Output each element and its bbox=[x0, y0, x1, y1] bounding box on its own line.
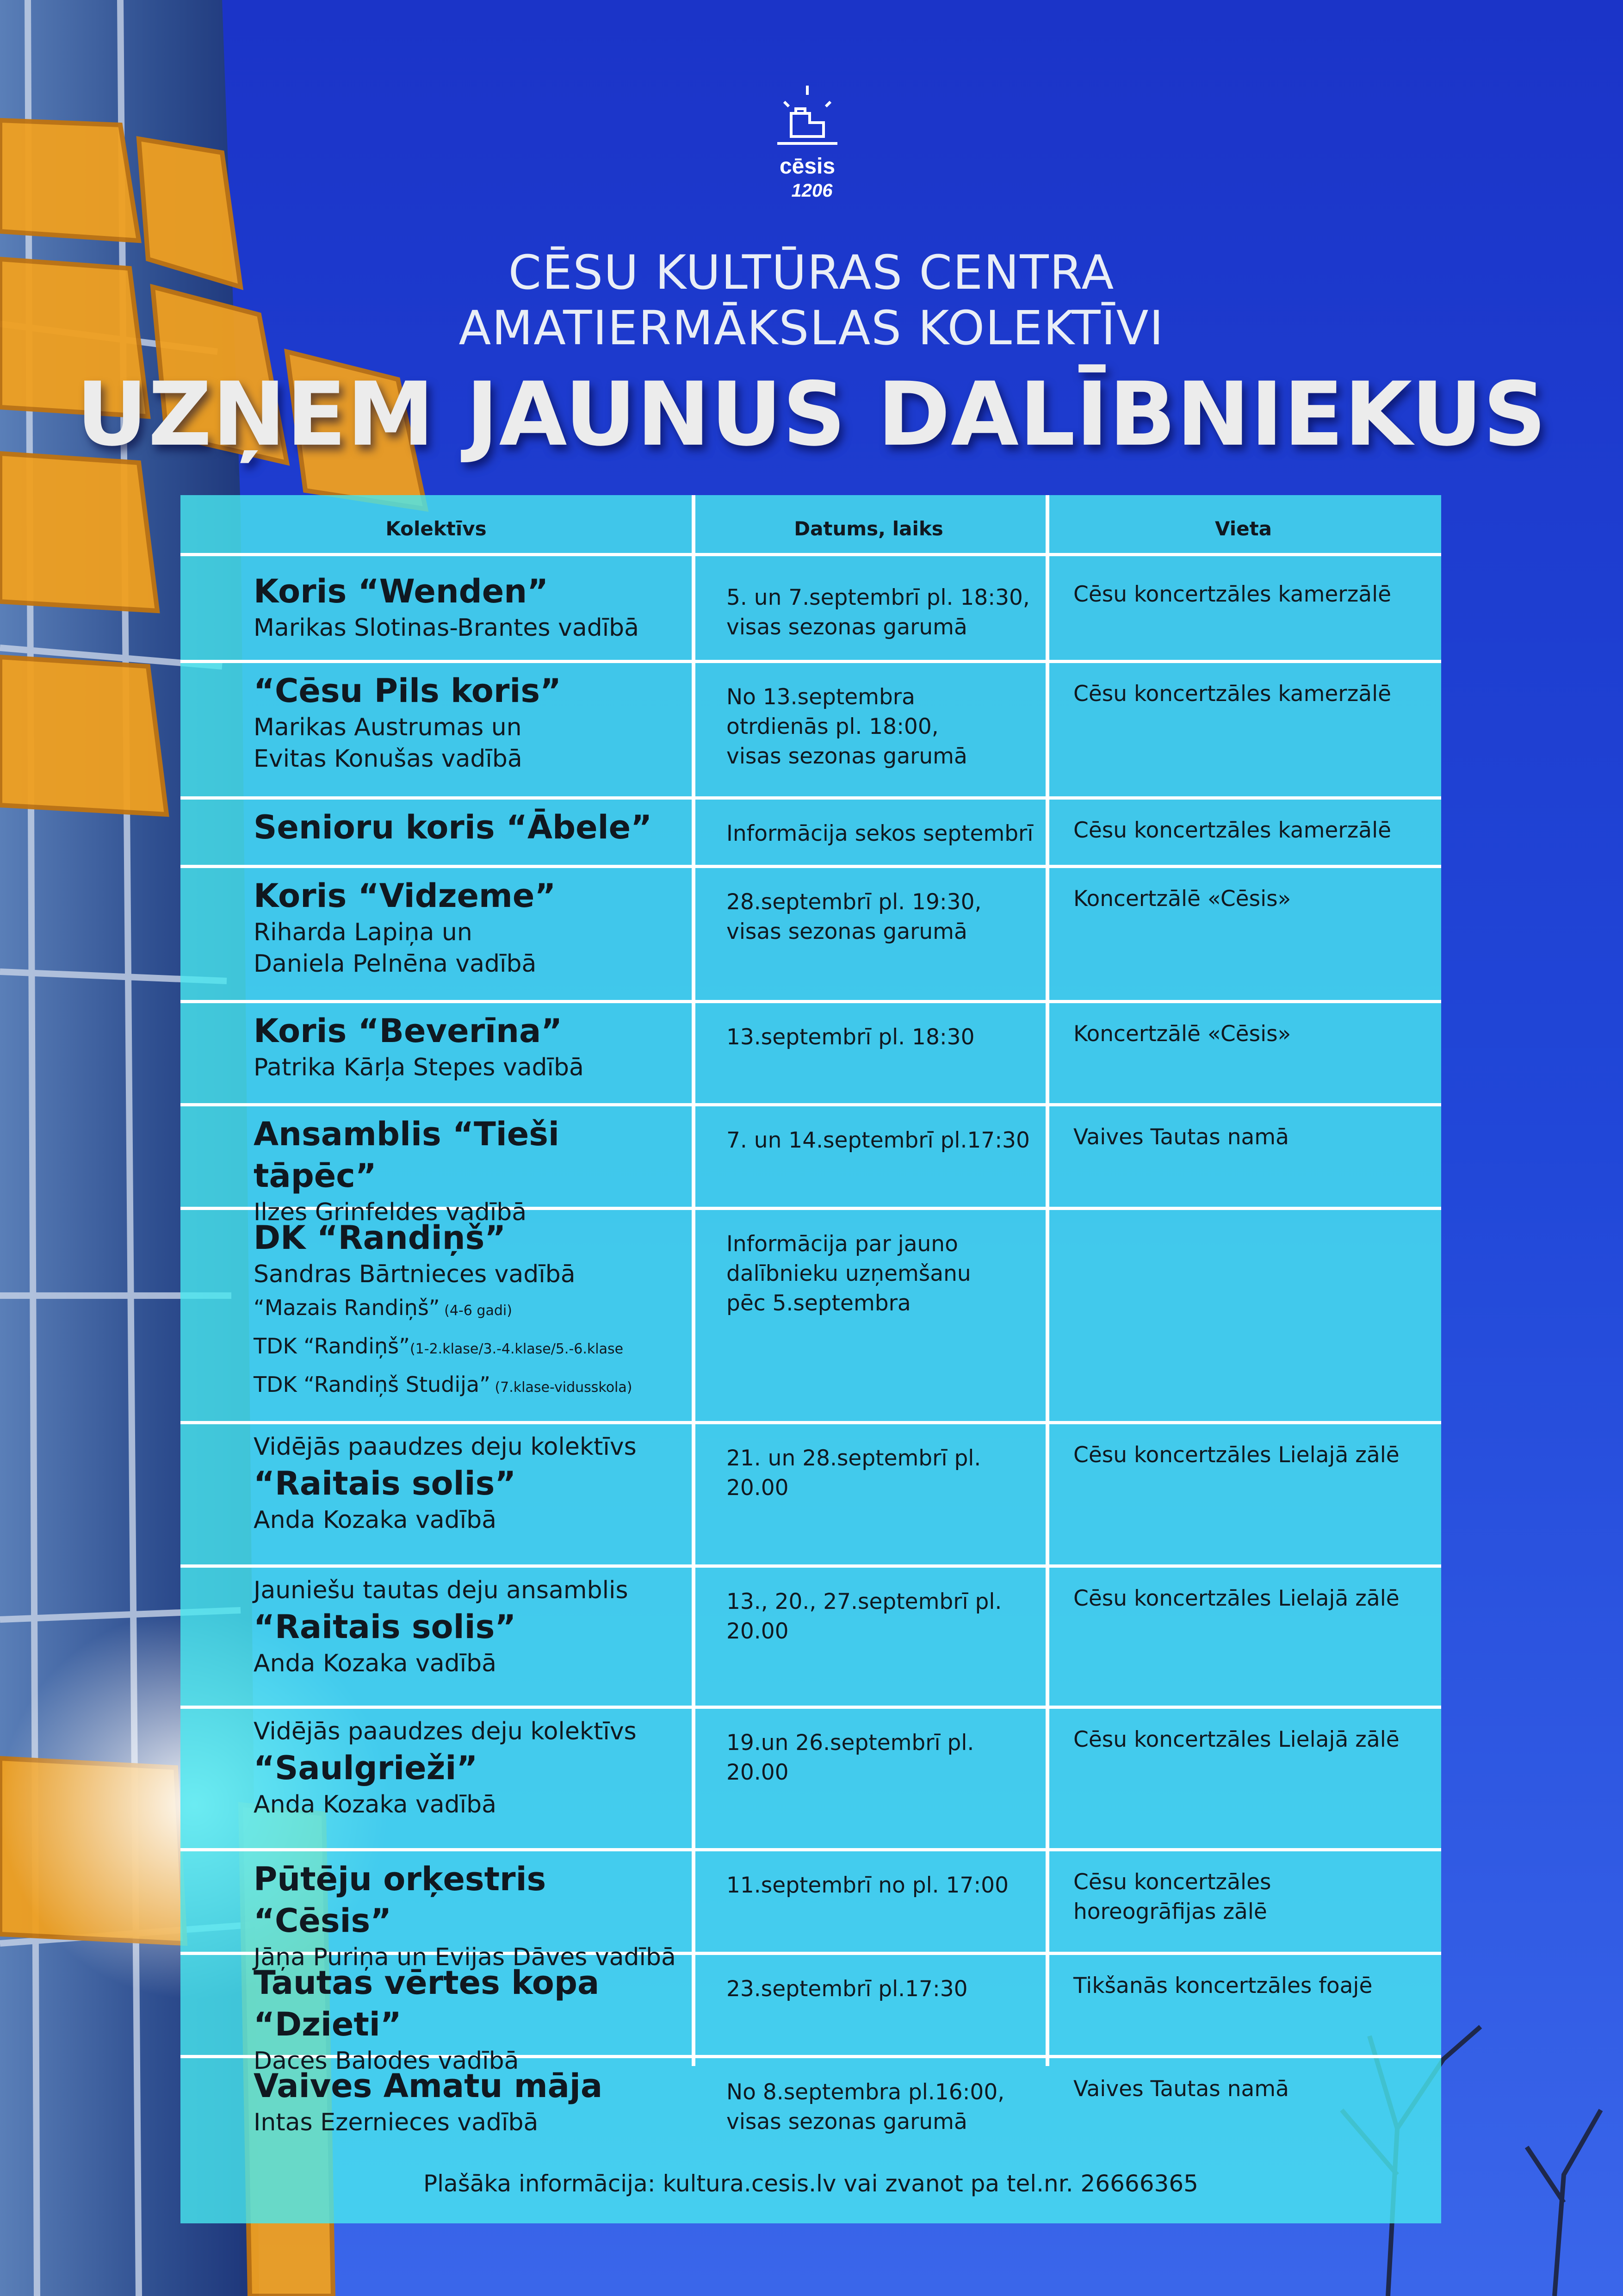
sub-group bbox=[254, 1328, 679, 1367]
place-cell bbox=[1073, 1440, 1434, 1470]
collective-leader: Jāņa Puriņa un Evijas Dāves vadībā bbox=[254, 1943, 676, 1971]
collective-cell bbox=[254, 1575, 679, 1679]
date-line: 28.septembrī pl. 19:30, bbox=[726, 889, 982, 915]
schedule-table bbox=[180, 495, 1441, 2223]
date-line: No 13.septembra bbox=[726, 684, 915, 710]
place-line: Cēsu koncertzāles Lielajā zālē bbox=[1073, 1727, 1400, 1752]
collective-type: Jauniešu tautas deju ansamblis bbox=[254, 1576, 628, 1604]
date-line: dalībnieku uzņemšanu bbox=[726, 1261, 971, 1286]
date-line: visas sezonas garumā bbox=[726, 614, 967, 640]
collective-cell bbox=[254, 1431, 679, 1536]
collective-cell bbox=[254, 1217, 679, 1405]
place-line: Cēsu koncertzāles kamerzālē bbox=[1073, 818, 1392, 843]
collective-cell bbox=[254, 1010, 679, 1083]
collective-name: “Raitais solis” bbox=[254, 1608, 516, 1646]
place-line: Koncertzālē «Cēsis» bbox=[1073, 1021, 1291, 1047]
collective-cell bbox=[254, 1858, 679, 1973]
collective-cell bbox=[254, 2065, 679, 2138]
row-divider bbox=[180, 796, 1441, 800]
date-line: 23.septembrī pl.17:30 bbox=[726, 1976, 968, 2002]
date-cell bbox=[726, 1587, 1036, 1646]
place-line: Cēsu koncertzāles kamerzālē bbox=[1073, 681, 1392, 707]
place-cell bbox=[1073, 580, 1434, 609]
date-cell bbox=[726, 1023, 1036, 1052]
date-cell bbox=[726, 1444, 1036, 1503]
place-line: Cēsu koncertzāles Lielajā zālē bbox=[1073, 1442, 1400, 1468]
date-line: 13., 20., 27.septembrī pl. 20.00 bbox=[726, 1589, 1002, 1644]
collective-type: Vidējās paaudzes deju kolektīvs bbox=[254, 1718, 637, 1745]
date-line: 5. un 7.septembrī pl. 18:30, bbox=[726, 585, 1030, 610]
collective-name: “Raitais solis” bbox=[254, 1464, 516, 1502]
date-line: otrdienās pl. 18:00, bbox=[726, 714, 939, 739]
row-divider bbox=[180, 1848, 1441, 1851]
collective-leader: Riharda Lapiņa un bbox=[254, 918, 472, 946]
date-cell bbox=[726, 1229, 1036, 1318]
collective-name: Koris “Beverīna” bbox=[254, 1012, 563, 1050]
place-cell bbox=[1073, 1019, 1434, 1049]
place-line: horeogrāfijas zālē bbox=[1073, 1899, 1267, 1924]
place-line: Vaives Tautas namā bbox=[1073, 1124, 1289, 1150]
place-cell bbox=[1073, 1971, 1434, 2001]
collective-leader: Patrika Kārļa Stepes vadībā bbox=[254, 1054, 584, 1081]
row-divider bbox=[180, 1564, 1441, 1568]
collective-cell bbox=[254, 670, 679, 775]
place-cell bbox=[1073, 1584, 1434, 1613]
collective-cell bbox=[254, 1113, 679, 1228]
collective-name: Senioru koris “Ābele” bbox=[254, 808, 652, 846]
date-cell bbox=[726, 887, 1036, 947]
cesis-logo bbox=[759, 83, 856, 208]
collective-name: Koris “Wenden” bbox=[254, 572, 549, 610]
date-line: 19.un 26.septembrī pl. 20.00 bbox=[726, 1730, 974, 1785]
sub-group-name: “Mazais Randiņš” bbox=[254, 1295, 440, 1320]
date-line: pēc 5.septembra bbox=[726, 1291, 911, 1316]
column-header-collective: Kolektīvs bbox=[385, 517, 487, 540]
row-divider bbox=[180, 1421, 1441, 1424]
collective-name: Pūtēju orķestris “Cēsis” bbox=[254, 1860, 546, 1940]
collective-leader: Evitas Konušas vadībā bbox=[254, 745, 522, 773]
place-line: Cēsu koncertzāles bbox=[1073, 1869, 1271, 1895]
date-line: Informācija sekos septembrī bbox=[726, 821, 1034, 846]
collective-name: Vaives Amatu māja bbox=[254, 2067, 603, 2105]
place-cell bbox=[1073, 1725, 1434, 1755]
place-line: Cēsu koncertzāles kamerzālē bbox=[1073, 582, 1392, 607]
logo-text-1: cēsis bbox=[779, 154, 836, 179]
collective-leader: Sandras Bārtnieces vadībā bbox=[254, 1260, 576, 1288]
row-divider bbox=[180, 553, 1441, 556]
place-line: Vaives Tautas namā bbox=[1073, 2076, 1289, 2102]
date-cell bbox=[726, 1871, 1036, 1900]
collective-leader: Anda Kozaka vadībā bbox=[254, 1791, 496, 1818]
place-cell bbox=[1073, 816, 1434, 845]
date-cell bbox=[726, 1974, 1036, 2004]
sub-group bbox=[254, 1367, 679, 1405]
place-line: Koncertzālē «Cēsis» bbox=[1073, 886, 1291, 912]
collective-leader: Daces Balodes vadībā bbox=[254, 2047, 519, 2075]
date-cell bbox=[726, 1126, 1036, 1155]
collective-name: Tautas vērtes kopa “Dzieti” bbox=[254, 1964, 600, 2043]
collective-name: “Saulgrieži” bbox=[254, 1749, 478, 1787]
collective-name: Koris “Vidzeme” bbox=[254, 877, 556, 915]
logo-text-2: 1206 bbox=[791, 180, 833, 201]
collective-name: “Cēsu Pils koris” bbox=[254, 672, 561, 710]
footer-info: Plašāka informācija: kultura.cesis.lv vai zvanot pa tel.nr. 26666365 bbox=[423, 2170, 1198, 2197]
date-cell bbox=[726, 819, 1036, 849]
row-divider bbox=[180, 865, 1441, 868]
collective-type: Vidējās paaudzes deju kolektīvs bbox=[254, 1433, 637, 1461]
headline-line-1: CĒSU KULTŪRAS CENTRA bbox=[508, 245, 1115, 300]
row-divider bbox=[180, 1103, 1441, 1106]
headline-main: UZŅEM JAUNUS DALĪBNIEKUS bbox=[76, 363, 1547, 465]
date-cell bbox=[726, 683, 1036, 771]
collective-name: DK “Randiņš” bbox=[254, 1219, 506, 1257]
date-cell bbox=[726, 2078, 1036, 2137]
collective-leader: Daniela Pelnēna vadībā bbox=[254, 950, 537, 978]
column-divider bbox=[1046, 495, 1049, 2066]
place-line: Tikšanās koncertzāles foajē bbox=[1073, 1973, 1373, 1998]
sub-group-name: TDK “Randiņš Studija” bbox=[254, 1372, 490, 1397]
column-divider bbox=[692, 495, 695, 2066]
date-cell bbox=[726, 1728, 1036, 1787]
collective-cell bbox=[254, 1962, 679, 2077]
date-line: 21. un 28.septembrī pl. 20.00 bbox=[726, 1446, 981, 1501]
place-cell bbox=[1073, 1868, 1434, 1927]
column-header-place: Vieta bbox=[1214, 517, 1272, 540]
date-line: 7. un 14.septembrī pl.17:30 bbox=[726, 1128, 1030, 1153]
collective-leader: Marikas Slotinas-Brantes vadībā bbox=[254, 614, 639, 642]
column-header-date: Datums, laiks bbox=[794, 517, 943, 540]
date-line: No 8.septembra pl.16:00, bbox=[726, 2079, 1005, 2105]
collective-leader: Ilzes Grinfeldes vadībā bbox=[254, 1198, 527, 1226]
date-line: 13.septembrī pl. 18:30 bbox=[726, 1024, 975, 1050]
sub-group-note: (4-6 gadi) bbox=[440, 1303, 512, 1319]
place-cell bbox=[1073, 679, 1434, 709]
headline-line-2: AMATIERMĀKSLAS KOLEKTĪVI bbox=[458, 301, 1165, 356]
sub-group-note: (1-2.klase/3.-4.klase/5.-6.klase bbox=[409, 1341, 624, 1357]
place-cell bbox=[1073, 884, 1434, 914]
collective-cell bbox=[254, 875, 679, 980]
place-cell bbox=[1073, 1123, 1434, 1152]
collective-name: Ansamblis “Tieši tāpēc” bbox=[254, 1115, 559, 1195]
date-line: visas sezonas garumā bbox=[726, 919, 967, 944]
collective-leader: Intas Ezernieces vadībā bbox=[254, 2109, 539, 2136]
date-cell bbox=[726, 583, 1036, 642]
date-line: Informācija par jauno bbox=[726, 1231, 958, 1257]
collective-cell bbox=[254, 807, 679, 848]
row-divider bbox=[180, 660, 1441, 663]
place-line: Cēsu koncertzāles Lielajā zālē bbox=[1073, 1586, 1400, 1611]
collective-cell bbox=[254, 1716, 679, 1820]
collective-leader: Anda Kozaka vadībā bbox=[254, 1650, 496, 1677]
row-divider bbox=[180, 1000, 1441, 1003]
date-line: visas sezonas garumā bbox=[726, 2109, 967, 2135]
date-line: 11.septembrī no pl. 17:00 bbox=[726, 1873, 1009, 1898]
sub-group bbox=[254, 1290, 679, 1328]
collective-leader: Anda Kozaka vadībā bbox=[254, 1506, 496, 1534]
sub-group-note: (7.klase-vidusskola) bbox=[490, 1379, 632, 1396]
row-divider bbox=[180, 1706, 1441, 1709]
collective-cell bbox=[254, 571, 679, 644]
castle-icon bbox=[759, 83, 856, 208]
place-cell bbox=[1073, 2074, 1434, 2104]
date-line: visas sezonas garumā bbox=[726, 744, 967, 769]
collective-leader: Marikas Austrumas un bbox=[254, 714, 522, 741]
sub-group-name: TDK “Randiņš” bbox=[254, 1334, 410, 1359]
